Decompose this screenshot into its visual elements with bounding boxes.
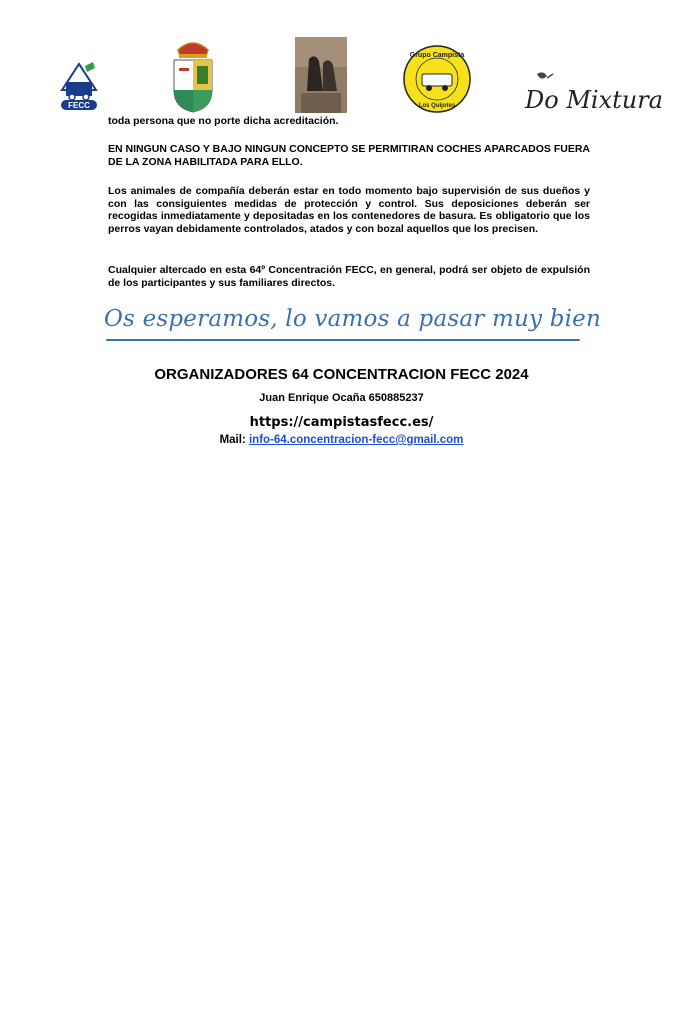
do-mixtura-logo-icon bbox=[523, 70, 663, 114]
grupo-campista-top-text: Grupo Campista bbox=[409, 52, 465, 59]
mail-link[interactable]: info-64.concentracion-fecc@gmail.com bbox=[248, 434, 464, 446]
grupo-campista-logo-icon bbox=[402, 44, 472, 114]
fecc-logo-text: FECC bbox=[68, 101, 90, 110]
paragraph-parking-warning: EN NINGUN CASO Y BAJO NINGUN CONCEPTO SE PERMITIRAN COCHES APARCADOS FUERA DE LA ZONA HABILITADA PARA ELLO. bbox=[108, 143, 590, 168]
paragraph-altercations: Cualquier altercado en esta 64º Concentración FECC, en general, podrá ser objeto de expulsión de los participantes y sus familiares directos. bbox=[108, 264, 590, 289]
slogan-underline bbox=[106, 339, 580, 341]
paragraph-pets: Los animales de compañía deberán estar en todo momento bajo supervisión de sus dueños y con las consiguientes medidas de protección y control. Sus deposiciones deberán ser recogidas inmediatamente y depositadas en los contenedores de basura. Es obligatorio que los perros vayan debidamente controlados, atados y con bozal aquellos que los precisen. bbox=[108, 185, 590, 235]
website-url: https://campistasfecc.es/ bbox=[249, 415, 434, 430]
fecc-logo-icon bbox=[58, 60, 100, 112]
mail-label: Mail: bbox=[219, 434, 249, 446]
organizer-contact: Juan Enrique Ocaña 650885237 bbox=[259, 392, 424, 404]
slogan-text: Os esperamos, lo vamos a pasar muy bien bbox=[104, 306, 602, 332]
paragraph-accreditation: toda persona que no porte dicha acreditación. bbox=[108, 115, 339, 127]
organizers-title: ORGANIZADORES 64 CONCENTRACION FECC 2024 bbox=[154, 366, 529, 383]
header-logos bbox=[0, 0, 683, 120]
coat-of-arms-icon bbox=[170, 34, 216, 114]
mail-line bbox=[0, 434, 683, 446]
statue-photo-icon bbox=[295, 37, 347, 113]
grupo-campista-bottom-text: Los Quijotes bbox=[418, 103, 456, 109]
do-mixtura-logo-text: Do Mixtura bbox=[525, 86, 663, 114]
